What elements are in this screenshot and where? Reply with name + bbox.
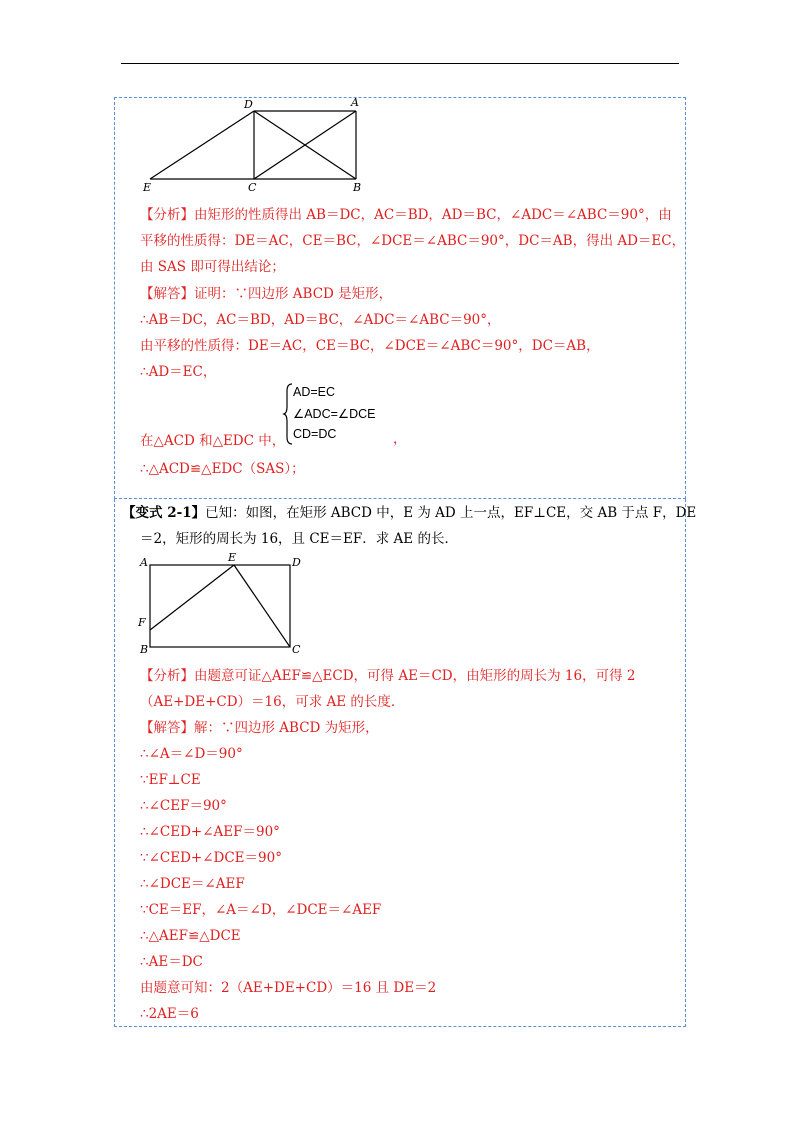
variant-tag: 【变式 2-1】 xyxy=(122,505,206,521)
variant-analysis-text-1: 由题意可证△AEF≌△ECD，可得 AE＝CD，由矩形的周长为 16，可得 2 xyxy=(194,668,636,684)
left-brace xyxy=(285,383,293,445)
variant-question-line-2: ＝2，矩形的周长为 16，且 CE＝EF．求 AE 的长． xyxy=(140,531,458,547)
label-A2: A xyxy=(140,556,148,569)
variant-answer-line-1 xyxy=(140,719,379,737)
step-7: ∵CE＝EF，∠A＝∠D，∠DCE＝∠AEF xyxy=(140,902,382,918)
variant-answer-text-1: 解：∵四边形 ABCD 为矩形， xyxy=(194,720,379,736)
variant-answer-tag: 【解答】 xyxy=(140,720,194,736)
figure-rectangle-translation xyxy=(140,95,380,200)
label-C: C xyxy=(248,181,257,194)
proof-line-5: 在△ACD 和△EDC 中， xyxy=(140,433,286,449)
label-D: D xyxy=(244,98,253,111)
figure-rectangle-abcd xyxy=(136,552,306,657)
analysis-text-1: 由矩形的性质得出 AB＝DC，AC＝BD，AD＝BC，∠ADC＝∠ABC＝90°，由 xyxy=(194,207,672,223)
label-B: B xyxy=(353,181,362,194)
step-2: ∵EF⊥CE xyxy=(140,772,201,788)
proof-line-3: 由平移的性质得：DE＝AC，CE＝BC，∠DCE＝∠ABC＝90°，DC＝AB， xyxy=(140,338,600,354)
analysis-line-1 xyxy=(140,206,672,224)
variant-analysis-line-2: （AE+DE+CD）＝16，可求 AE 的长度． xyxy=(140,694,405,710)
analysis-line-3: 由 SAS 即可得出结论； xyxy=(140,259,285,275)
step-5: ∵∠CED+∠DCE＝90° xyxy=(140,850,282,866)
label-C2: C xyxy=(292,643,301,656)
step-9: ∴AE＝DC xyxy=(140,954,203,970)
step-6: ∴∠DCE＝∠AEF xyxy=(140,876,245,892)
answer-line-1 xyxy=(140,285,392,303)
system-row-1: AD=EC xyxy=(293,385,336,399)
analysis-line-2: 平移的性质得：DE＝AC，CE＝BC，∠DCE＝∠ABC＝90°，DC＝AB，得出 AD＝EC， xyxy=(140,233,686,249)
step-1: ∴∠A＝∠D＝90° xyxy=(140,746,243,762)
proof-line-4: ∴AD＝EC， xyxy=(140,364,217,380)
answer-tag: 【解答】 xyxy=(140,286,194,302)
label-E: E xyxy=(143,181,152,194)
step-8: ∴△AEF≌△DCE xyxy=(140,928,241,944)
variant-analysis-tag: 【分析】 xyxy=(140,668,194,684)
header-rule xyxy=(121,63,679,64)
step-3: ∴∠CEF＝90° xyxy=(140,798,227,814)
label-A: A xyxy=(351,96,359,109)
analysis-tag: 【分析】 xyxy=(140,207,194,223)
variant-question-text-1: 已知：如图，在矩形 ABCD 中，E 为 AD 上一点，EF⊥CE，交 AB 于点 F，DE xyxy=(205,505,697,521)
step-11: ∴2AE＝6 xyxy=(140,1006,199,1022)
step-4: ∴∠CED+∠AEF＝90° xyxy=(140,824,280,840)
proof-line-6: ∴△ACD≌△EDC（SAS）； xyxy=(140,461,305,477)
system-row-3: CD=DC xyxy=(293,427,337,441)
proof-line-2: ∴AB＝DC，AC＝BD，AD＝BC，∠ADC＝∠ABC＝90°， xyxy=(140,312,501,328)
answer-text-1: 证明：∵四边形 ABCD 是矩形， xyxy=(194,286,393,302)
label-D2: D xyxy=(292,556,301,569)
system-comma: ， xyxy=(393,431,407,447)
system-row-2: ∠ADC=∠DCE xyxy=(293,407,376,421)
label-B2: B xyxy=(140,643,149,656)
step-10: 由题意可知：2（AE+DE+CD）＝16 且 DE＝2 xyxy=(140,980,437,996)
variant-question-line-1 xyxy=(122,504,696,522)
label-F2: F xyxy=(138,616,146,629)
equation-system xyxy=(285,383,405,445)
label-E2: E xyxy=(228,551,237,564)
variant-analysis-line-1 xyxy=(140,667,635,685)
